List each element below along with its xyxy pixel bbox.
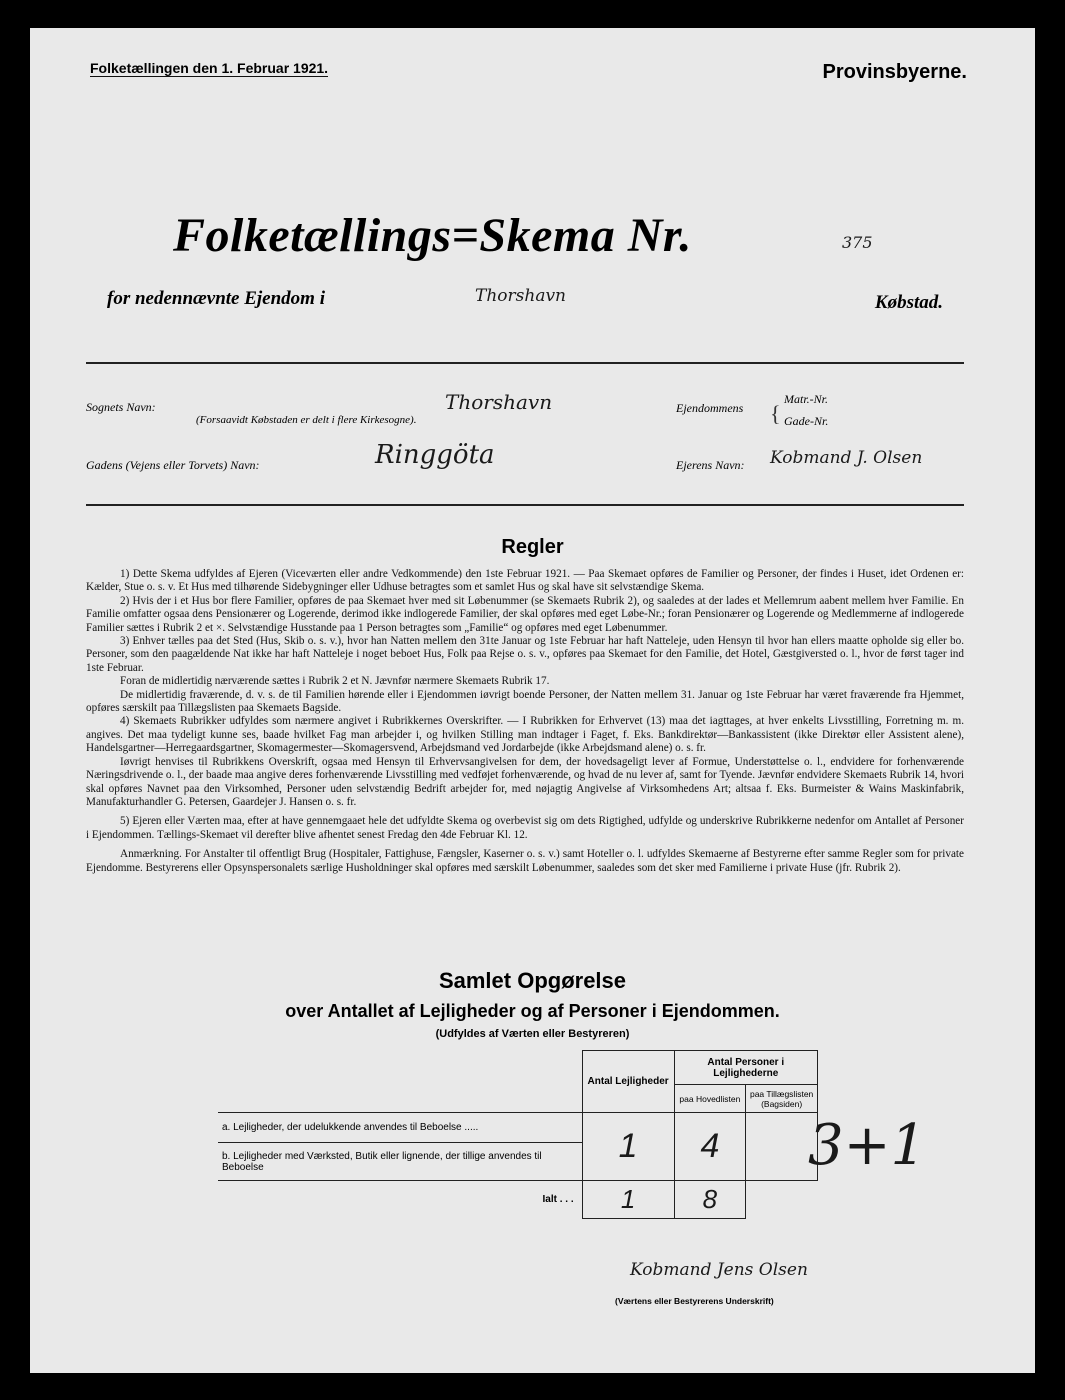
summary-note: (Udfyldes af Værten eller Bestyreren) <box>435 1028 630 1040</box>
col-persons-header: Antal Personer i Lejlighederne <box>674 1051 817 1085</box>
summary-heading: Samlet Opgørelse <box>438 968 627 993</box>
rule-paragraph: Iøvrigt henvises til Rubrikkens Overskrift, ogsaa med Hensyn til Erhvervsangivelsen for dem, der hovedsageligt lever af Formue, Understøttelse o. l., endvidere for forhenværende Næringsdrivende o. l., der baade maa angive deres forhenværende Livsstilling med vedføjet forhenværende, og hvad de nu lever af, samt for Tyende. Jævnfør endvidere Skemaets Rubrik 14, hvori skal opføres Navnet paa den Virksomhed, Personer uden selvstændig Bedrift arbejder for, med nøjagtig Angivelse af Virksomhedens Art; altsaa f. Eks. Burmeister & Wains Maskinfabrik, Manufakturhandler G. Petersen, Gaardejer J. Hansen o. s. fr. <box>86 755 964 808</box>
rules-text <box>86 568 964 875</box>
region-label: Provinsbyerne. <box>822 61 967 83</box>
rule-paragraph: Foran de midlertidig nærværende sættes i Rubrik 2 et N. Jævnfør nærmere Skemaets Rubrik 17. <box>120 675 550 688</box>
row-a-label: a. Lejligheder, der udelukkende anvendes til Beboelse ..... <box>218 1113 582 1143</box>
street-nr-label: Gade-Nr. <box>784 414 829 428</box>
total-main: 8 <box>674 1181 746 1219</box>
rules-heading: Regler <box>501 536 564 558</box>
parish-label: Sognets Navn: <box>86 400 156 414</box>
row-total-label: Ialt . . . <box>218 1181 582 1219</box>
census-line: Folketællingen den 1. Februar 1921. <box>90 60 329 76</box>
divider-top <box>86 362 964 364</box>
col-main-header: paa Hovedlisten <box>674 1085 746 1113</box>
signature: Kobmand Jens Olsen <box>630 1260 808 1280</box>
summary-table <box>218 1050 818 1219</box>
total-supp-cell <box>746 1181 818 1219</box>
rule-paragraph: 1) Dette Skema udfyldes af Ejeren (Viceværten eller andre Vedkommende) den 1ste Februar 1921. — Paa Skemaet opføres de Familier og Personer, der findes i Huset, idet Ordenen er: Kælder, Stue o. s. v. Et Hus med tilhørende Sidebygninger eller Udhuse betragtes som et samlet Hus og skal have sit selvstændige Skema. <box>86 568 964 594</box>
rule-paragraph: 3) Enhver tælles paa det Sted (Hus, Skib o. s. v.), hvor han Natten mellem den 31te Januar og 1ste Februar har haft Natteleje, uden Hensyn til hvor han ellers maatte opholde sig eller bo. Personer, som den paagældende Nat ikke har haft Natteleje i noget beboet Hus, Folk paa Rejse o. s. v., opføres paa Skemaet for den Familie, det Hotel, Gæstgiversted o. l., hvor de først tager ind 1ste Februar. <box>86 635 964 674</box>
row-a-apartments: 1 <box>582 1113 674 1181</box>
owner-label: Ejerens Navn: <box>676 458 745 472</box>
form-number-handwritten: 375 <box>842 233 873 252</box>
subtitle-left: for nedennævnte Ejendom i <box>107 288 325 309</box>
street-value: Ringgöta <box>375 440 495 470</box>
town-handwritten: Thorshavn <box>475 286 567 306</box>
row-a-main: 4 <box>674 1113 746 1181</box>
total-apartments: 1 <box>582 1181 674 1219</box>
col-apartments-header: Antal Lejligheder <box>582 1051 674 1113</box>
census-form-page <box>30 28 1035 1373</box>
bracket: { <box>770 401 781 426</box>
matr-label: Matr.-Nr. <box>784 392 829 406</box>
street-label: Gadens (Vejens eller Torvets) Navn: <box>86 458 260 472</box>
col-supp-header: paa Tillægslisten (Bagsiden) <box>746 1085 818 1113</box>
form-title: Folketællings=Skema Nr. <box>173 209 692 262</box>
table-corner <box>218 1051 582 1113</box>
row-a-supp-cell <box>746 1113 818 1181</box>
subtitle-right: Købstad. <box>874 292 943 313</box>
rule-paragraph: Anmærkning. For Anstalter til offentligt Brug (Hospitaler, Fattighuse, Fængsler, Kaserner o. s. v.) samt Hoteller o. l. udfyldes Skemaerne af Bestyrerne efter samme Regler som for private Ejendomme. Bestyrerens eller Opsynspersonalets særlige Husholdninger skal opføres med særskilt Løbenummer, saaledes som det sker med Familierne i private Huse (jfr. Rubrik 2). <box>86 848 964 874</box>
rule-paragraph: 4) Skemaets Rubrikker udfyldes som nærmere angivet i Rubrikkernes Overskrifter. — I Rubrikken for Erhvervet (13) maa det iagttages, at hver enkelts Livsstilling, Forretning m. m. angives. Det maa tydeligt kunne ses, baade hvilket Fag man arbejder i, og hvilken Stilling man indtager i Faget, f. Eks. Bankdirektør—Bankassistent (ikke Direktør eller Assistent alene), Handelsgartner—Herregaardsgartner, Skomagermester—Skomagersvend, Arbejdsmand ved Jordarbejde (ikke Arbejdsmand alene) o. s. fr. <box>86 715 964 755</box>
rule-paragraph: 2) Hvis der i et Hus bor flere Familier, opføres de paa Skemaet hver med sit Løbenummer (se Skemaets Rubrik 2), og saaledes at der lades et Mellemrum aabent mellem hver Familie. En Familie omfatter ogsaa dens Pensionærer og Logerende, derimod ikke indlogerede Familier, der skal opføres med eget Løbe-Nr.; foran Pensionærer og Logerende og Medlemmerne af indlogerede Familier sættes i Rubrik 2 et ×. Selvstændige Husstande paa 1 Person betragtes som „Familie“ og opføres med eget Løbenummer. <box>86 594 964 634</box>
divider-bottom <box>86 504 964 506</box>
signature-caption: (Værtens eller Bestyrerens Underskrift) <box>615 1296 774 1306</box>
parish-value: Thorshavn <box>445 390 553 414</box>
rule-paragraph: 5) Ejeren eller Værten maa, efter at have gennemgaaet hele det udfyldte Skema og overbevist sig om dets Rigtighed, udfylde og underskrive Rubrikkerne nedenfor om Antallet af Personer i Ejendommen. Tællings-Skemaet vil derefter blive afhentet senest Fredag den 4de Februar Kl. 12. <box>86 815 964 841</box>
property-label: Ejendommens <box>676 401 744 415</box>
row-b-label: b. Lejligheder med Værksted, Butik eller lignende, der tillige anvendes til Beboelse <box>218 1143 582 1181</box>
row-a-supp: 3+1 <box>808 1113 927 1178</box>
rule-paragraph: De midlertidig fraværende, d. v. s. de til Familien hørende eller i Ejendommen iøvrigt boende Personer, der Natten mellem 31. Januar og 1ste Februar har været fraværende fra Hjemmet, opføres særskilt paa Tillægslisten paa Skemaets Bagside. <box>86 688 964 715</box>
summary-subheading: over Antallet af Lejligheder og af Personer i Ejendommen. <box>285 1001 780 1021</box>
parish-note: (Forsaavidt Købstaden er delt i flere Kirkesogne). <box>196 414 417 426</box>
owner-value: Kobmand J. Olsen <box>770 448 923 468</box>
